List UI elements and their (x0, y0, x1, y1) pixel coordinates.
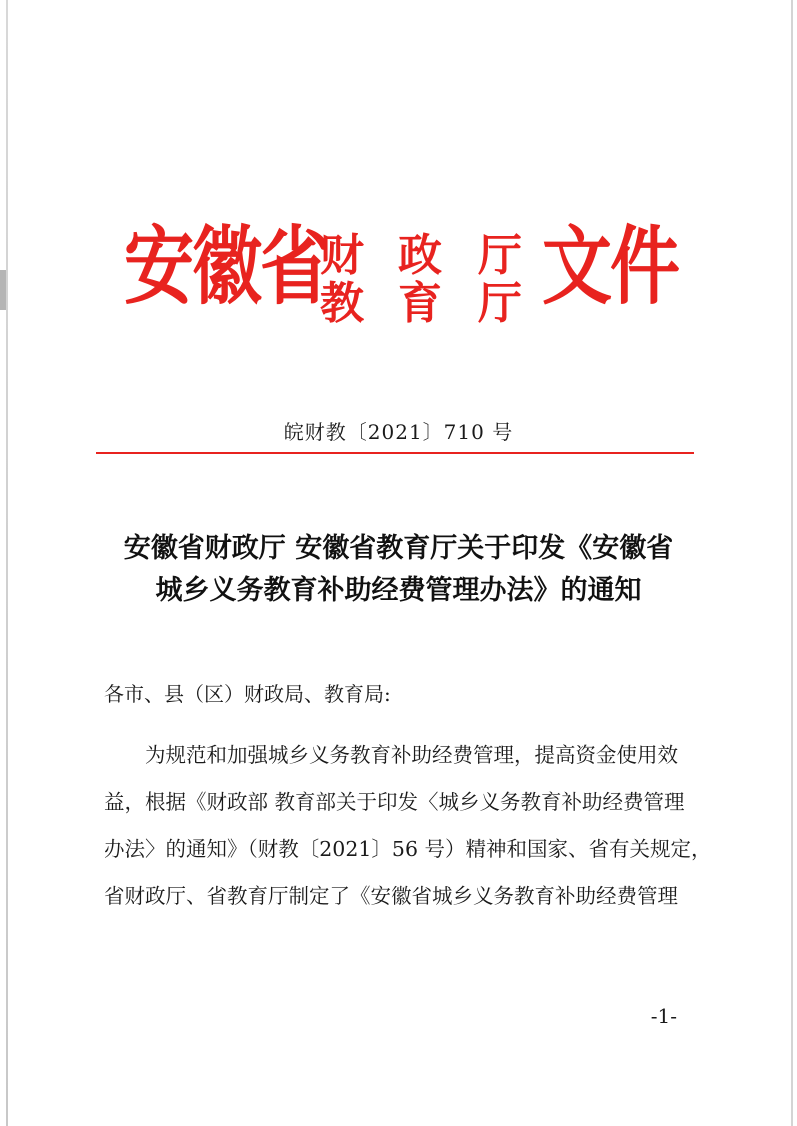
title-line-1: 安徽省财政厅 安徽省教育厅关于印发《安徽省 (123, 533, 674, 564)
document-title (60, 528, 737, 612)
binding-mark (0, 270, 6, 310)
page-edge-left (6, 0, 8, 1126)
body-line: 益，根据《财政部 教育部关于印发〈城乡义务教育补助经费管理 (104, 790, 685, 814)
masthead-dept-col-1 (320, 232, 364, 328)
red-divider (96, 452, 694, 454)
page-number: -1- (650, 1004, 677, 1028)
masthead-province: 安徽省 (124, 215, 328, 317)
masthead-dept-col-2 (398, 232, 442, 328)
masthead-char: 政 (398, 230, 442, 281)
page-edge-right (791, 0, 793, 1126)
masthead-char: 厅 (478, 278, 522, 329)
masthead-char: 育 (398, 278, 442, 329)
document-number: 皖财教〔2021〕710 号 (283, 420, 514, 444)
masthead-dept-col-3 (478, 232, 522, 328)
body-line: 办法〉的通知》（财教〔2021〕56 号）精神和国家、省有关规定， (104, 837, 712, 861)
body-line: 为规范和加强城乡义务教育补助经费管理，提高资金使用效 (145, 743, 678, 767)
masthead-char: 厅 (478, 230, 522, 281)
salutation: 各市、县（区）财政局、教育局: (104, 682, 391, 706)
masthead-char: 教 (320, 278, 364, 329)
masthead-char: 财 (320, 230, 364, 281)
body-paragraph (104, 732, 712, 920)
title-line-2: 城乡义务教育补助经费管理办法》的通知 (155, 575, 642, 606)
masthead-doc-word: 文件 (542, 215, 678, 317)
body-line: 省财政厅、省教育厅制定了《安徽省城乡义务教育补助经费管理 (104, 884, 678, 908)
